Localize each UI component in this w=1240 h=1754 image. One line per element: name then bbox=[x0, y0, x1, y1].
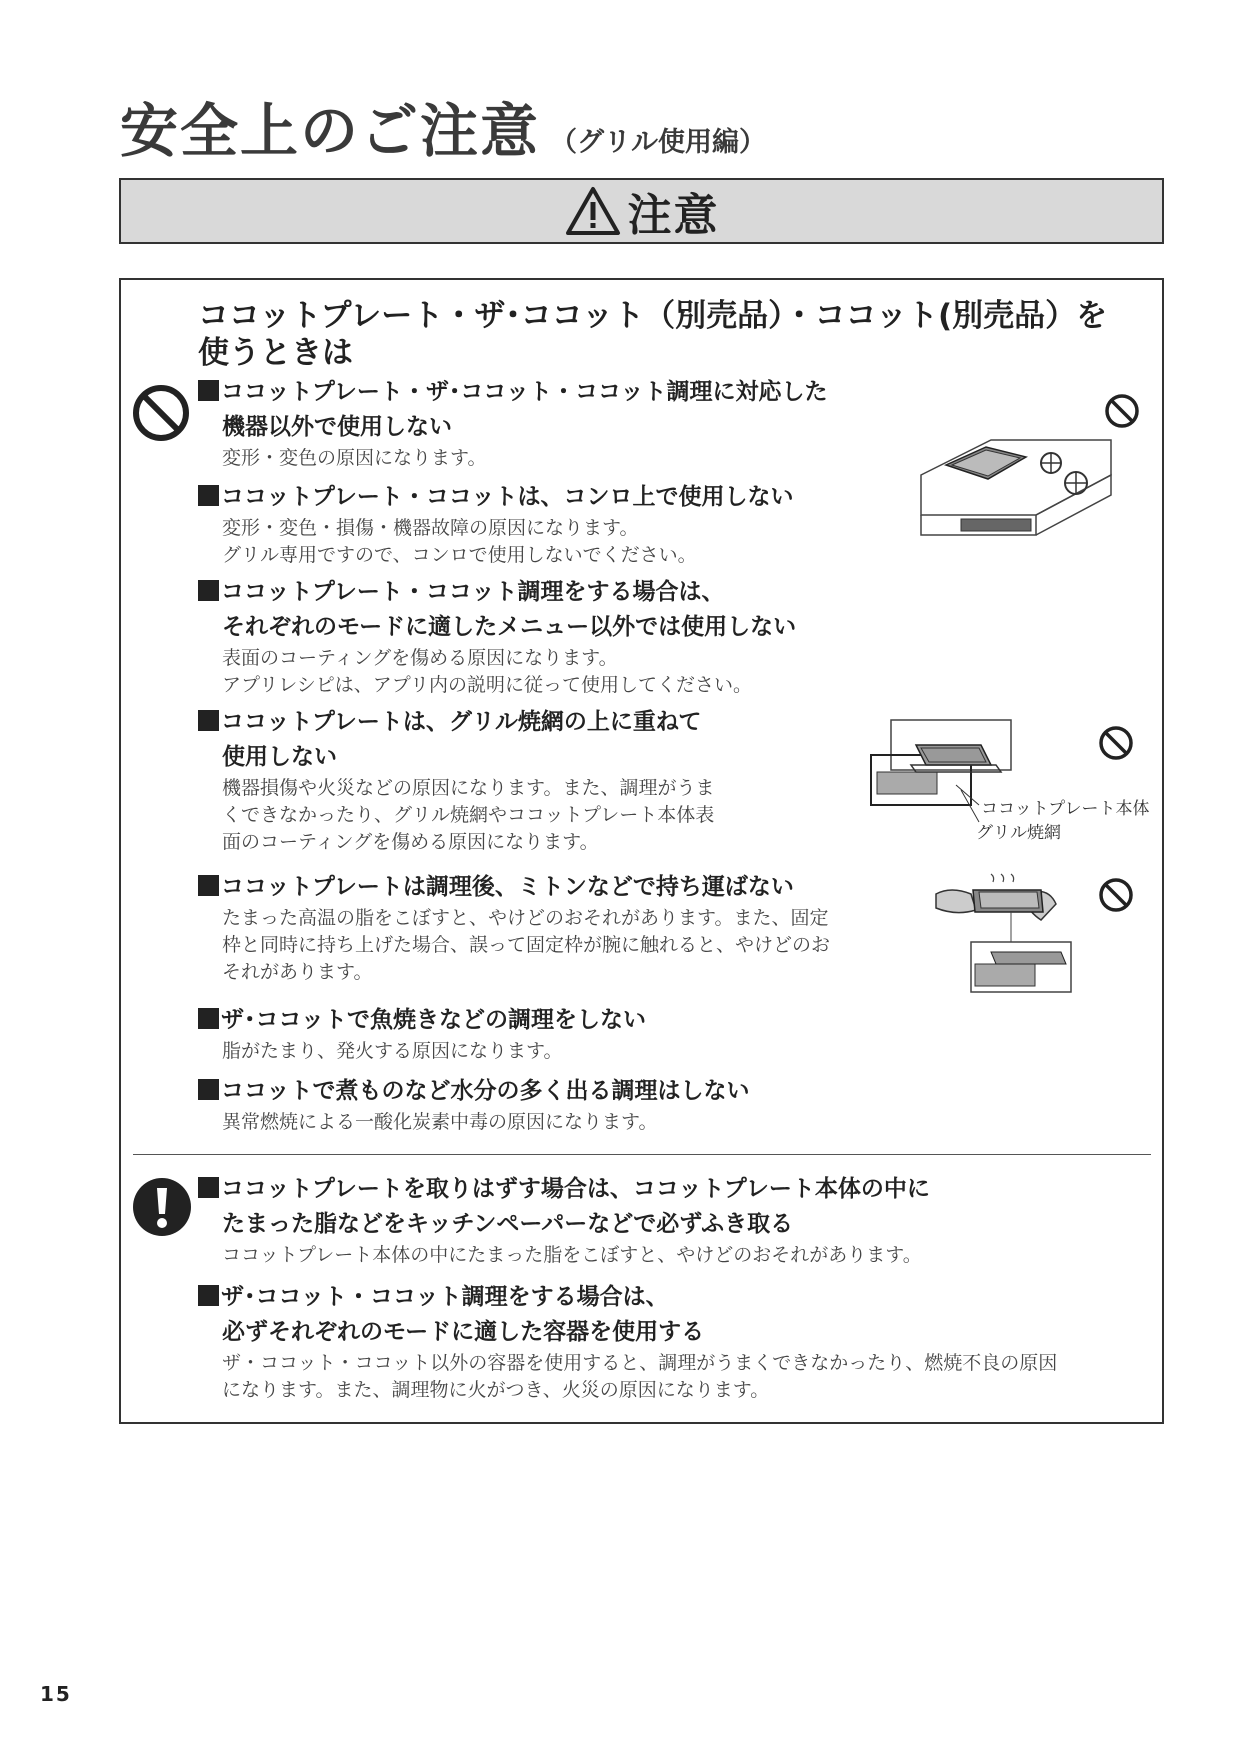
item-title-line1: ココットで煮ものなど水分の多く出る調理はしない bbox=[221, 1078, 750, 1104]
caution-label: 注意 bbox=[627, 190, 720, 241]
prohibition-icon bbox=[1103, 392, 1141, 430]
item-title-line1: ココットプレートは、グリル焼網の上に重ねて bbox=[221, 709, 702, 735]
caution-header-bar bbox=[119, 178, 1164, 244]
prohibition-item bbox=[198, 575, 918, 699]
item-description: ザ・ココット・ココット以外の容器を使用すると、調理がうまくできなかったり、燃焼不良の原因 になります。また、調理物に火がつき、火災の原因になります。 bbox=[222, 1352, 1058, 1401]
item-title-line2: それぞれのモードに適したメニュー以外では使用しない bbox=[222, 614, 797, 640]
item-title-line1: ココットプレート・ザ･ココット・ココット調理に対応した bbox=[221, 379, 828, 405]
cocotte-caution-box bbox=[119, 278, 1164, 1424]
item-description: 変形・変色・損傷・機器故障の原因になります。 グリル専用ですので、コンロで使用しないでください。 bbox=[222, 517, 697, 566]
item-title-line1: ココットプレート・ココット調理をする場合は、 bbox=[221, 579, 725, 605]
prohibition-item bbox=[198, 705, 838, 856]
item-description: 機器損傷や火災などの原因になります。また、調理がうま くできなかったり、グリル焼網やココットプレート本体表 面のコーティングを傷める原因になります。 bbox=[222, 777, 715, 853]
prohibition-item bbox=[198, 480, 918, 569]
prohibition-icon bbox=[1097, 876, 1135, 914]
label-plate-body: ココットプレート本体 bbox=[981, 799, 1150, 819]
page-title bbox=[120, 84, 766, 168]
item-title-line2: 必ずそれぞれのモードに適した容器を使用する bbox=[222, 1319, 705, 1345]
prohibition-icon bbox=[1097, 724, 1135, 762]
mitten-carry-illustration bbox=[931, 872, 1081, 1012]
page-subtitle: （グリル使用編） bbox=[550, 127, 767, 158]
item-title-line1: ザ･ココット・ココット調理をする場合は、 bbox=[221, 1284, 669, 1310]
item-title-line1: ココットプレート・ココットは、コンロ上で使用しない bbox=[221, 484, 794, 510]
section-heading: ココットプレート・ザ･ココット（別売品）・ココット(別売品）を使うときは bbox=[198, 298, 1108, 371]
mandatory-item bbox=[198, 1172, 1158, 1269]
item-description: 表面のコーティングを傷める原因になります。 アプリレシピは、アプリ内の説明に従って使用してください。 bbox=[222, 647, 753, 696]
prohibition-item bbox=[198, 375, 918, 472]
bullet-square-icon bbox=[198, 380, 219, 401]
page-title-text: 安全上のご注意 bbox=[120, 97, 541, 165]
warning-triangle-icon bbox=[564, 185, 622, 237]
bullet-square-icon bbox=[198, 1079, 219, 1100]
bullet-square-icon bbox=[198, 1008, 219, 1029]
prohibition-icon bbox=[131, 383, 191, 443]
exclamation-icon bbox=[131, 1176, 193, 1238]
item-title-line1: ココットプレートを取りはずす場合は、ココットプレート本体の中に bbox=[221, 1176, 930, 1202]
item-title-line1: ココットプレートは調理後、ミトンなどで持ち運ばない bbox=[221, 874, 794, 900]
bullet-square-icon bbox=[198, 875, 219, 896]
prohibition-item bbox=[198, 870, 898, 986]
prohibition-item bbox=[198, 1003, 918, 1065]
item-description: 異常燃焼による一酸化炭素中毒の原因になります。 bbox=[222, 1111, 658, 1133]
item-description: 変形・変色の原因になります。 bbox=[222, 447, 487, 469]
mandatory-item bbox=[198, 1280, 1158, 1404]
cooktop-illustration bbox=[916, 435, 1116, 545]
item-title-line2: 使用しない bbox=[222, 744, 337, 770]
page-number: 15 bbox=[40, 1682, 72, 1706]
bullet-square-icon bbox=[198, 1285, 219, 1306]
bullet-square-icon bbox=[198, 580, 219, 601]
bullet-square-icon bbox=[198, 710, 219, 731]
label-grill-net: グリル焼網 bbox=[976, 823, 1061, 843]
item-title-line2: たまった脂などをキッチンペーパーなどで必ずふき取る bbox=[222, 1211, 794, 1237]
item-description: たまった高温の脂をこぼすと、やけどのおそれがあります。また、固定 枠と同時に持ち上げた場合、誤って固定枠が腕に触れると、やけどのお それがあります。 bbox=[222, 907, 831, 983]
item-title-line2: 機器以外で使用しない bbox=[222, 414, 452, 440]
section-divider bbox=[133, 1154, 1151, 1155]
bullet-square-icon bbox=[198, 1177, 219, 1198]
item-description: ココットプレート本体の中にたまった脂をこぼすと、やけどのおそれがあります。 bbox=[222, 1244, 922, 1266]
item-description: 脂がたまり、発火する原因になります。 bbox=[222, 1040, 563, 1062]
prohibition-item bbox=[198, 1074, 918, 1136]
item-title-line1: ザ･ココットで魚焼きなどの調理をしない bbox=[221, 1007, 647, 1033]
bullet-square-icon bbox=[198, 485, 219, 506]
